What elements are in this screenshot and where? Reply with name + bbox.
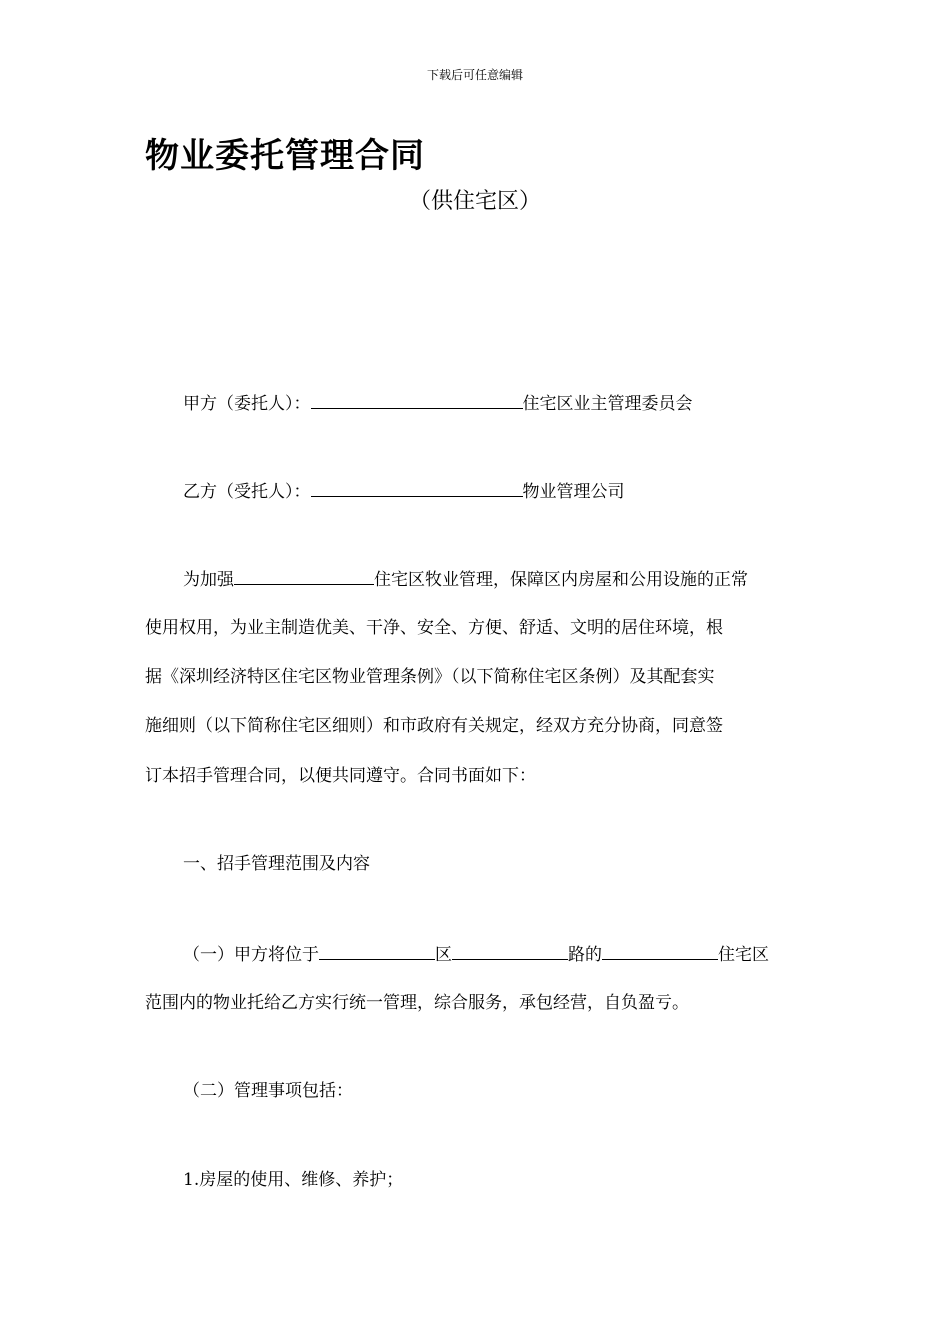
preamble-blank[interactable] — [234, 566, 374, 585]
preamble-line-3: 据《深圳经济特区住宅区物业管理条例》（以下简称住宅区条例）及其配套实 — [145, 667, 715, 687]
clause-1-line-1 — [183, 941, 769, 967]
party-b-line — [183, 478, 625, 504]
party-b-label: 乙方（受托人）： — [183, 482, 311, 502]
document-title: 物业委托管理合同 — [145, 136, 425, 176]
header-note: 下载后可任意编辑 — [426, 68, 523, 82]
party-a-suffix: 住宅区业主管理委员会 — [522, 394, 693, 414]
list-item-1: 1.房屋的使用、维修、养护； — [183, 1170, 404, 1190]
clause-2-heading: （二）管理事项包括： — [183, 1081, 353, 1101]
document-subtitle: （供住宅区） — [408, 189, 541, 214]
party-a-label: 甲方（委托人）： — [183, 394, 311, 414]
preamble-line-1 — [183, 566, 748, 592]
road-blank[interactable] — [452, 941, 568, 960]
clause-1-prefix: （一）甲方将位于 — [183, 945, 319, 965]
section-1-heading: 一、招手管理范围及内容 — [183, 854, 370, 874]
party-a-blank[interactable] — [311, 390, 523, 409]
preamble-line-5: 订本招手管理合同，以便共同遵守。合同书面如下： — [145, 766, 536, 786]
clause-1-line-2: 范围内的物业托给乙方实行统一管理，综合服务，承包经营，自负盈亏。 — [145, 993, 689, 1013]
district-blank[interactable] — [319, 941, 435, 960]
preamble-prefix: 为加强 — [183, 570, 234, 590]
residential-area-blank[interactable] — [602, 941, 718, 960]
preamble-line-4: 施细则（以下简称住宅区细则）和市政府有关规定，经双方充分协商，同意签 — [145, 716, 723, 736]
preamble-line-2: 使用权用，为业主制造优美、干净、安全、方便、舒适、文明的居住环境，根 — [145, 618, 723, 638]
preamble-suffix: 住宅区牧业管理，保障区内房屋和公用设施的正常 — [374, 570, 748, 590]
party-b-blank[interactable] — [311, 478, 523, 497]
clause-1-road-label: 路的 — [568, 945, 602, 965]
party-b-suffix: 物业管理公司 — [522, 482, 625, 502]
clause-1-suffix: 住宅区 — [718, 945, 769, 965]
party-a-line — [183, 390, 693, 416]
clause-1-district-label: 区 — [435, 945, 452, 965]
